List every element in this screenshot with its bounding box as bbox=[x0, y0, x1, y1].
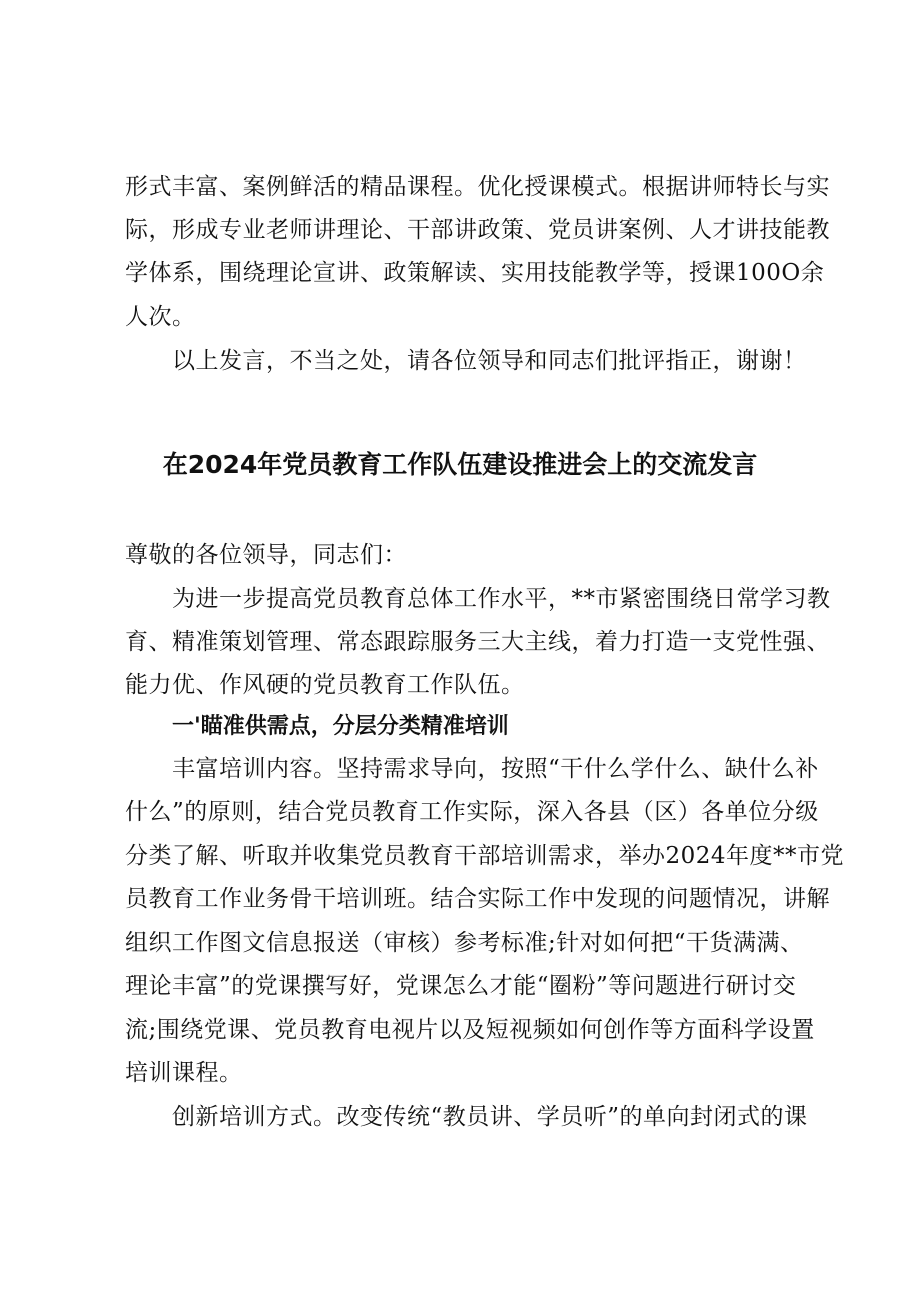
salutation: 尊敬的各位领导，同志们： bbox=[125, 542, 407, 568]
paragraph-line: 组织工作图文信息报送（审核）参考标准;针对如何把“干货满满、 bbox=[125, 930, 804, 956]
paragraph-line: 培训课程。 bbox=[125, 1060, 243, 1086]
closing-remark: 以上发言，不当之处，请各位领导和同志们批评指正，谢谢！ bbox=[172, 348, 807, 374]
section-heading: 一'瞄准供需点，分层分类精准培训 bbox=[172, 714, 509, 739]
intro-line: 育、精准策划管理、常态跟踪服务三大主线，着力打造一支党性强、 bbox=[125, 629, 830, 655]
paragraph-line: 分类了解、听取并收集党员教育干部培训需求，举办2024年度**市党 bbox=[125, 843, 845, 869]
paragraph-line: 丰富培训内容。坚持需求导向，按照“干什么学什么、缺什么补 bbox=[172, 756, 819, 782]
text-line: 学体系，围绕理论宣讲、政策解读、实用技能教学等，授课100O余 bbox=[125, 260, 825, 286]
paragraph-line: 流;围绕党课、党员教育电视片以及短视频如何创作等方面科学设置 bbox=[125, 1017, 815, 1043]
intro-line: 为进一步提高党员教育总体工作水平，**市紧密围绕日常学习教 bbox=[172, 586, 831, 612]
text-line: 人次。 bbox=[125, 304, 196, 330]
intro-line: 能力优、作风硬的党员教育工作队伍。 bbox=[125, 672, 525, 698]
paragraph-line: 创新培训方式。改变传统“教员讲、学员听”的单向封闭式的课 bbox=[172, 1104, 808, 1130]
paragraph-line: 理论丰富”的党课撰写好，党课怎么才能“圈粉”等问题进行研讨交 bbox=[125, 973, 797, 999]
paragraph-line: 员教育工作业务骨干培训班。结合实际工作中发现的问题情况，讲解 bbox=[125, 886, 830, 912]
text-line: 际，形成专业老师讲理论、干部讲政策、党员讲案例、人才讲技能教 bbox=[125, 217, 830, 243]
text-line: 形式丰富、案例鲜活的精品课程。优化授课模式。根据讲师特长与实 bbox=[125, 174, 830, 200]
speech-title: 在2024年党员教育工作队伍建设推进会上的交流发言 bbox=[162, 450, 758, 479]
paragraph-line: 什么”的原则，结合党员教育工作实际，深入各县（区）各单位分级 bbox=[125, 799, 819, 825]
